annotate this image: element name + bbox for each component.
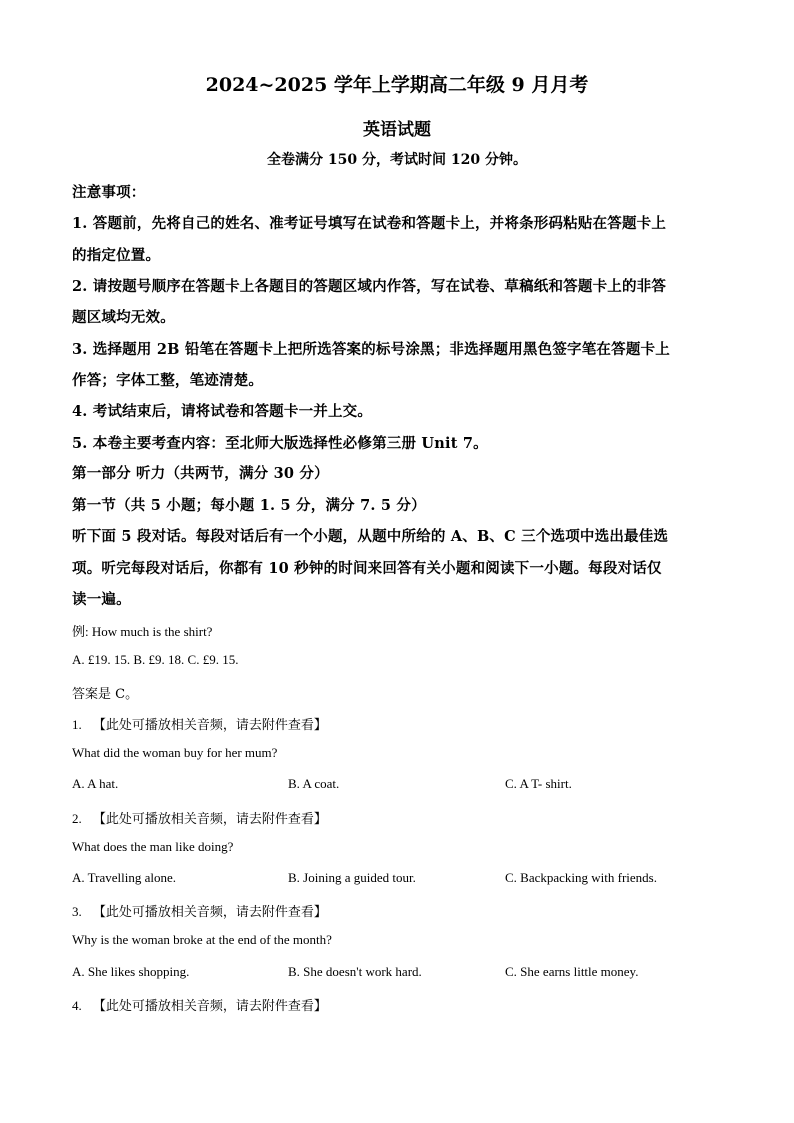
option-c: C. A T- shirt. — [505, 776, 572, 791]
example-options: A. £19. 15. B. £9. 18. C. £9. 15. — [72, 652, 239, 667]
score-time-info: 全卷满分 150 分，考试时间 120 分钟。 — [267, 152, 527, 168]
audio-placeholder-link[interactable]: 【此处可播放相关音频，请去附件查看】 — [92, 812, 327, 827]
notice-line: 1. 答题前，先将自己的姓名、准考证号填写在试卷和答题卡上，并将条形码粘贴在答题卡上 — [72, 215, 667, 232]
question-audio-row — [72, 714, 327, 733]
notice-line: 4. 考试结束后，请将试卷和答题卡一并上交。 — [72, 403, 373, 420]
option-b: B. Joining a guided tour. — [288, 870, 416, 885]
question-audio-row — [72, 995, 327, 1014]
option-c: C. Backpacking with friends. — [505, 870, 657, 885]
option-a: A. Travelling alone. — [72, 870, 176, 885]
audio-placeholder-link[interactable]: 【此处可播放相关音频，请去附件查看】 — [92, 905, 327, 920]
example-question: 例: How much is the shirt? — [72, 624, 213, 639]
question-text: Why is the woman broke at the end of the month? — [72, 932, 332, 947]
notice-line: 5. 本卷主要考查内容：至北师大版选择性必修第三册 Unit 7。 — [72, 435, 488, 452]
section1-heading: 第一节（共 5 小题；每小题 1. 5 分，满分 7. 5 分） — [72, 497, 426, 514]
audio-placeholder-link[interactable]: 【此处可播放相关音频，请去附件查看】 — [92, 999, 327, 1014]
question-audio-row — [72, 808, 327, 827]
question-text: What does the man like doing? — [72, 839, 234, 854]
option-a: A. She likes shopping. — [72, 964, 190, 979]
example-answer: 答案是 C。 — [72, 687, 139, 702]
option-b: B. She doesn't work hard. — [288, 964, 422, 979]
notice-line: 作答；字体工整，笔迹清楚。 — [72, 372, 264, 389]
notice-line: 的指定位置。 — [72, 247, 161, 264]
instruction-line: 读一遍。 — [72, 591, 131, 608]
exam-title: 2024~2025 学年上学期高二年级 9 月月考 — [205, 74, 589, 96]
instruction-line: 听下面 5 段对话。每段对话后有一个小题，从题中所给的 A、B、C 三个选项中选出最佳选 — [72, 528, 669, 545]
option-c: C. She earns little money. — [505, 964, 639, 979]
exam-subject: 英语试题 — [363, 120, 431, 140]
question-number: 1. — [72, 717, 82, 732]
question-number: 3. — [72, 904, 82, 919]
instruction-line: 项。听完每段对话后，你都有 10 秒钟的时间来回答有关小题和阅读下一小题。每段对话仅 — [72, 560, 662, 577]
notice-line: 题区域均无效。 — [72, 309, 175, 326]
notice-line: 2. 请按题号顺序在答题卡上各题目的答题区域内作答，写在试卷、草稿纸和答题卡上的非答 — [72, 278, 667, 295]
notice-line: 3. 选择题用 2B 铅笔在答题卡上把所选答案的标号涂黑；非选择题用黑色签字笔在答题卡上 — [72, 341, 670, 358]
question-text: What did the woman buy for her mum? — [72, 745, 278, 760]
audio-placeholder-link[interactable]: 【此处可播放相关音频，请去附件查看】 — [92, 718, 327, 733]
notice-heading: 注意事项： — [72, 184, 146, 201]
option-a: A. A hat. — [72, 776, 119, 791]
question-number: 4. — [72, 998, 82, 1013]
option-b: B. A coat. — [288, 776, 340, 791]
question-number: 2. — [72, 811, 82, 826]
question-audio-row — [72, 901, 327, 920]
part1-heading: 第一部分 听力（共两节，满分 30 分） — [72, 465, 329, 482]
